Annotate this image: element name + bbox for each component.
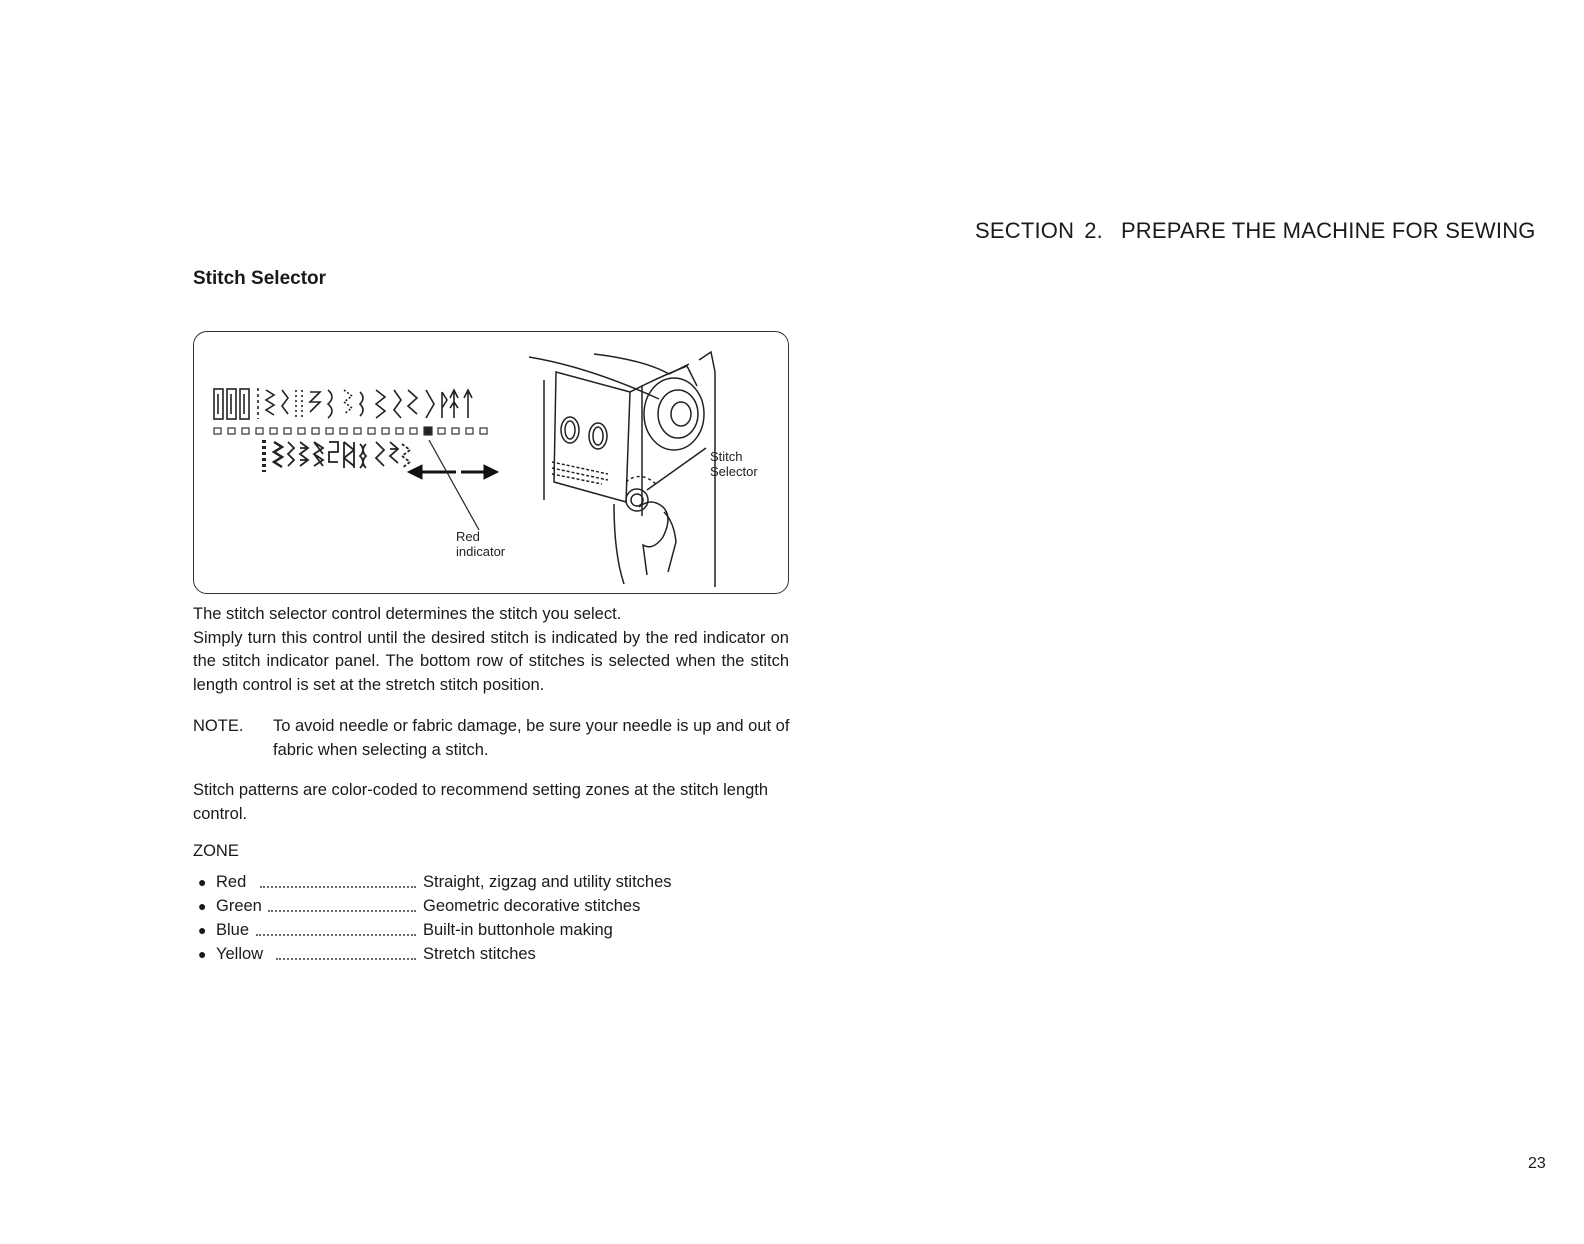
zone-item-blue	[198, 918, 758, 942]
zone-name: Yellow	[216, 945, 264, 963]
intro-rest: Simply turn this control until the desired stitch is indicated by the red indicator on the stitch indicator panel. The bottom row of stitches is selected when the stitch length control is set at the stretch stitch position.	[193, 628, 789, 694]
zone-title: ZONE	[193, 842, 239, 860]
page-number: 23	[1528, 1155, 1546, 1172]
intro-line1: The stitch selector control determines the stitch you select.	[193, 605, 622, 623]
bullet-icon: ●	[198, 898, 207, 914]
zone-name: Green	[216, 897, 262, 915]
stitch-selector-label	[710, 449, 758, 479]
red-indicator-label	[456, 529, 505, 559]
red-indicator-label-line2: indicator	[456, 544, 506, 559]
stretch-stitch-row	[264, 440, 410, 472]
zone-description: Straight, zigzag and utility stitches	[423, 873, 672, 891]
note-label: NOTE.	[193, 717, 244, 735]
dot-leader	[276, 956, 416, 960]
red-indicator-label-line1: Red	[456, 529, 480, 544]
stitch-selector-label-line2: Selector	[710, 464, 758, 479]
section-number: 2.	[1084, 218, 1103, 243]
stitch-panel	[214, 388, 472, 419]
bullet-icon: ●	[198, 874, 207, 890]
stitch-selector-figure	[193, 331, 789, 594]
dot-leader	[268, 908, 416, 912]
section-label: SECTION	[975, 218, 1075, 243]
dot-leader	[256, 932, 416, 936]
zone-description: Built-in buttonhole making	[423, 921, 613, 939]
machine-illustration	[529, 352, 715, 587]
indicator-squares	[214, 427, 487, 435]
zone-name: Blue	[216, 921, 250, 939]
bullet-icon: ●	[198, 946, 207, 962]
bullet-icon: ●	[198, 922, 207, 938]
zone-description: Geometric decorative stitches	[423, 897, 641, 915]
section-title: PREPARE THE MACHINE FOR SEWING	[1120, 218, 1536, 243]
color-code-paragraph: Stitch patterns are color-coded to recommend setting zones at the stitch length control.	[193, 781, 769, 823]
dot-leader	[260, 884, 416, 888]
direction-arrows	[408, 465, 498, 479]
zone-description: Stretch stitches	[423, 945, 536, 963]
zone-item-red	[198, 870, 758, 894]
stitch-selector-label-line1: Stitch	[710, 449, 743, 464]
zone-item-yellow	[198, 942, 758, 966]
zone-item-green	[198, 894, 758, 918]
zone-name: Red	[216, 873, 247, 891]
page-heading: Stitch Selector	[193, 268, 327, 289]
section-header	[975, 218, 1536, 244]
zone-list	[198, 870, 758, 966]
note-text: To avoid needle or fabric damage, be sure your needle is up and out of fabric when selecting a stitch.	[273, 717, 790, 759]
intro-paragraph	[193, 603, 789, 697]
red-indicator-pointer	[429, 440, 479, 530]
